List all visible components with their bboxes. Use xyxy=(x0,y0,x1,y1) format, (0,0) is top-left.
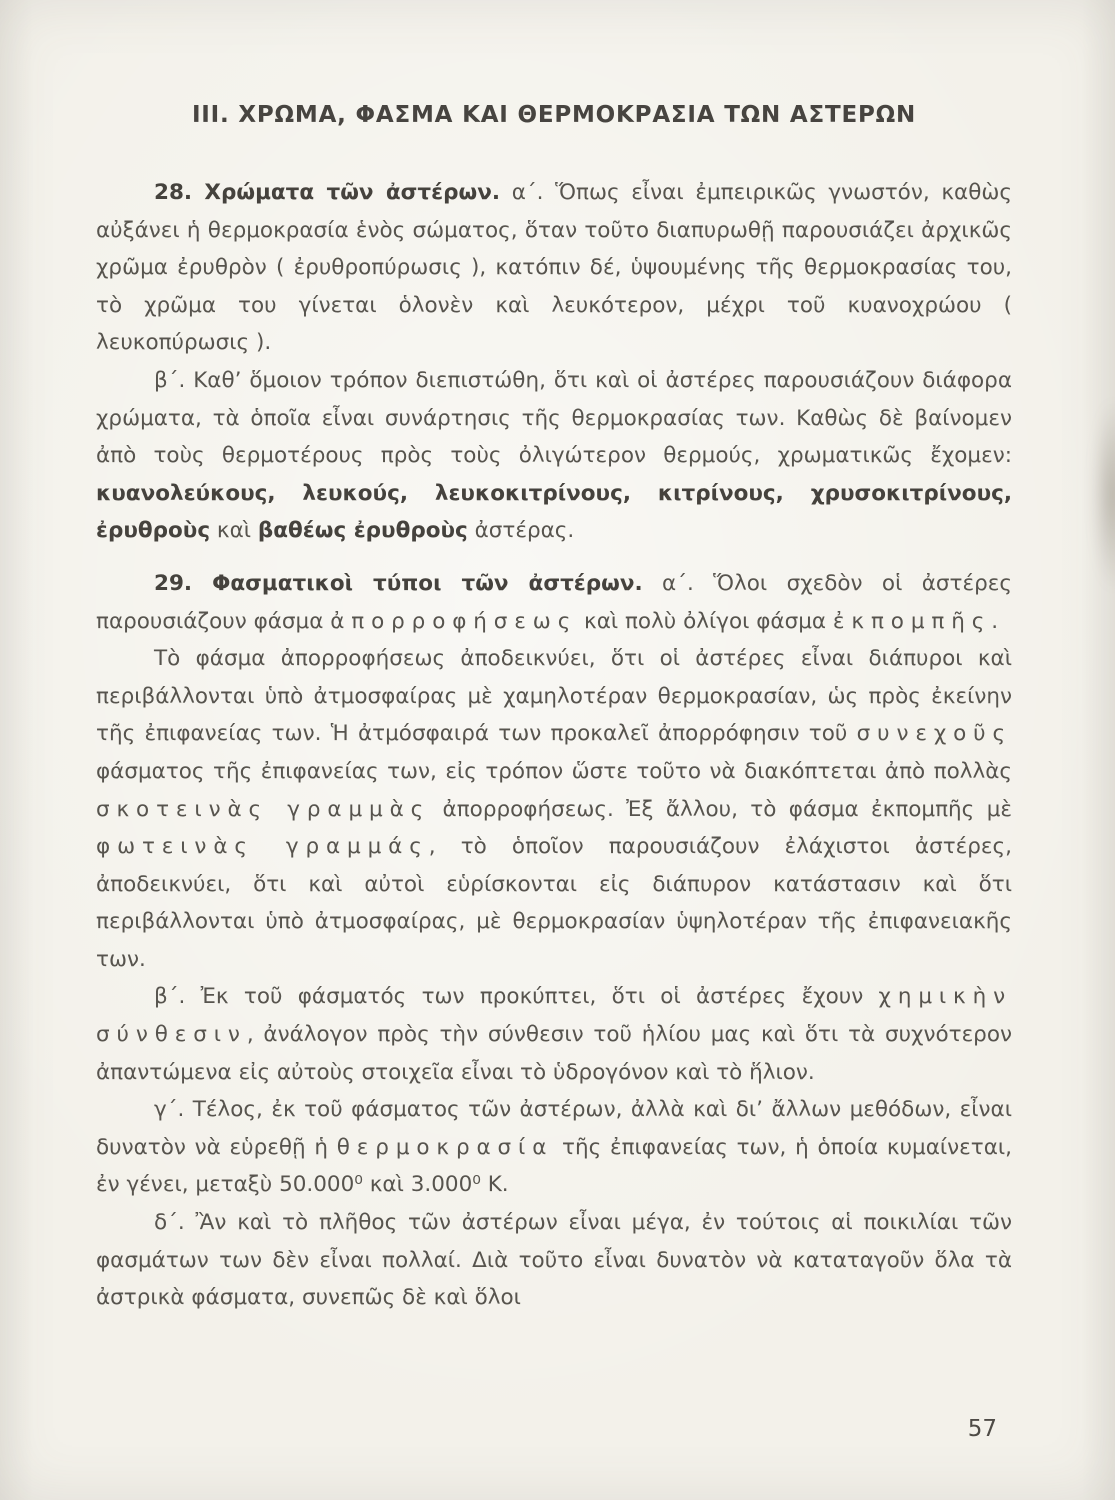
text-run-spaced: ἀπορροφήσεως xyxy=(330,608,578,634)
text-run-normal: ἀστέρας. xyxy=(467,518,575,544)
text-run-spaced: ἐκπομπῆς xyxy=(832,608,992,634)
page-content xyxy=(96,102,1012,1317)
text-run-normal: Τὸ φάσμα ἀπορροφήσεως ἀποδεικνύει, ὅτι οἱ ἀστέρες εἶναι διάπυροι καὶ περιβάλλονται ὑπὸ ἀτμοσφαίρας μὲ χαμηλοτέραν θερμοκρασίαν, ὡς πρὸς ἐκείνην τῆς ἐπιφανείας των. Ἡ ἀτμόσφαιρά των προκαλεῖ ἀπορρόφησιν τοῦ xyxy=(96,646,1012,747)
para-29-absorption xyxy=(96,640,1012,978)
text-run-normal: καὶ xyxy=(210,518,258,544)
page-number: 57 xyxy=(967,1416,997,1442)
para-28-beta xyxy=(96,362,1012,550)
text-run-normal: τῆς ἐπιφανείας των, ἡ ὁποία κυμαίνεται, ἐν γένει, μεταξὺ 50.000⁰ καὶ 3.000⁰ Κ. xyxy=(96,1134,1013,1198)
para-29-alpha xyxy=(96,565,1012,640)
text-run-spaced: φωτεινὰς γραμμάς xyxy=(96,834,429,860)
para-29-beta xyxy=(96,978,1012,1091)
text-run-normal: ἀπορροφήσεως. Ἐξ ἄλλου, τὸ φάσμα ἐκπομπῆς μὲ xyxy=(430,796,1012,822)
text-run-normal: γ΄. Τέλος, ἐκ τοῦ φάσματος τῶν ἀστέρων, ἀλλὰ καὶ δι’ ἄλλων μεθόδων, εἶναι δυνατὸν νὰ εὑρεθῇ ἡ xyxy=(96,1097,1012,1160)
text-run-spaced: χημικὴν σύνθεσιν xyxy=(96,984,1012,1048)
text-run-spaced: θερμοκρασία xyxy=(336,1134,554,1160)
text-run-normal: α΄. Ὅλοι σχεδὸν οἱ ἀστέρες παρουσιάζουν φάσμα xyxy=(96,570,1012,634)
text-run-normal: , ἀνάλογον πρὸς τὴν σύνθεσιν τοῦ ἡλίου μας καὶ ὅτι τὰ συχνότερον ἀπαντώμενα εἰς αὐτοὺς στοιχεῖα εἶναι τὸ ὑδρογόνον καὶ τὸ ἥλιον. xyxy=(96,1022,1012,1085)
text-run-bold: 29. Φασματικοὶ τύποι τῶν ἀστέρων. xyxy=(154,570,643,596)
text-run-normal: α΄. Ὅπως εἶναι ἐμπειρικῶς γνωστόν, καθὼς αὐξάνει ἡ θερμοκρασία ἑνὸς σώματος, ὅταν τοῦτο διαπυρωθῇ παρουσιάζει ἀρχικῶς χρῶμα ἐρυθρὸν ( ἐρυθροπύρωσις ), κατόπιν δέ, ὑψουμένης τῆς θερμοκρασίας του, τὸ χρῶμα του γίνεται ὁλονὲν καὶ λευκότερον, μέχρι τοῦ κυανοχρώου ( λευκοπύρωσις ). xyxy=(96,180,1012,356)
para-28-alpha xyxy=(96,174,1012,362)
section-title: ΙΙΙ. ΧΡΩΜΑ, ΦΑΣΜΑ ΚΑΙ ΘΕΡΜΟΚΡΑΣΙΑ ΤΩΝ ΑΣΤΕΡΩΝ xyxy=(191,102,917,128)
text-run-bold: κυανολεύκους, λευκούς, λευκοκιτρίνους, κιτρίνους, χρυσοκιτρίνους, ἐρυθροὺς xyxy=(96,480,1012,544)
para-29-delta xyxy=(96,1204,1012,1317)
text-run-bold: 28. Χρώματα τῶν ἀστέρων. xyxy=(154,180,501,205)
text-run-spaced: συνεχοῦς xyxy=(856,721,1012,747)
text-run-normal: β΄. Καθ’ ὅμοιον τρόπον διεπιστώθη, ὅτι καὶ οἱ ἀστέρες παρουσιάζουν διάφορα χρώματα, τὰ ὁποῖα εἶναι συνάρτησις τῆς θερμοκρασίας των. Καθὼς δὲ βαίνομεν ἀπὸ τοὺς θερμοτέρους πρὸς τοὺς ὀλιγώτερον θερμούς, χρωματικῶς ἔχομεν: xyxy=(96,367,1012,469)
text-run-bold: βαθέως ἐρυθροὺς xyxy=(257,518,468,544)
para-29-gamma xyxy=(96,1091,1012,1204)
text-run-normal: , τὸ ὁποῖον παρουσιάζουν ἐλάχιστοι ἀστέρες, ἀποδεικνύει, ὅτι καὶ αὐτοὶ εὑρίσκονται εἰς διάπυρον κατάστασιν καὶ ὅτι περιβάλλονται ὑπὸ ἀτμοσφαίρας, μὲ θερμοκρασίαν ὑψηλοτέραν τῆς ἐπιφανειακῆς των. xyxy=(96,834,1013,972)
text-run-spaced: σκοτεινὰς γραμμὰς xyxy=(96,796,431,822)
text-run-normal: . xyxy=(991,608,999,634)
text-run-normal: δ΄. Ἂν καὶ τὸ πλῆθος τῶν ἀστέρων εἶναι μέγα, ἐν τούτοις αἱ ποικιλίαι τῶν φασμάτων των δὲν εἶναι πολλαί. Διὰ τοῦτο εἶναι δυνατὸν νὰ καταταγοῦν ὅλα τὰ ἀστρικὰ φάσματα, συνεπῶς δὲ καὶ ὅλοι xyxy=(96,1210,1012,1311)
body-text xyxy=(96,174,1012,1317)
text-run-normal: φάσματος τῆς ἐπιφανείας των, εἰς τρόπον ὥστε τοῦτο νὰ διακόπτεται ἀπὸ πολλὰς xyxy=(96,758,1012,784)
text-run-normal: καὶ πολὺ ὀλίγοι φάσμα xyxy=(577,608,833,634)
text-run-normal: β΄. Ἐκ τοῦ φάσματός των προκύπτει, ὅτι οἱ ἀστέρες ἔχουν xyxy=(154,984,879,1010)
